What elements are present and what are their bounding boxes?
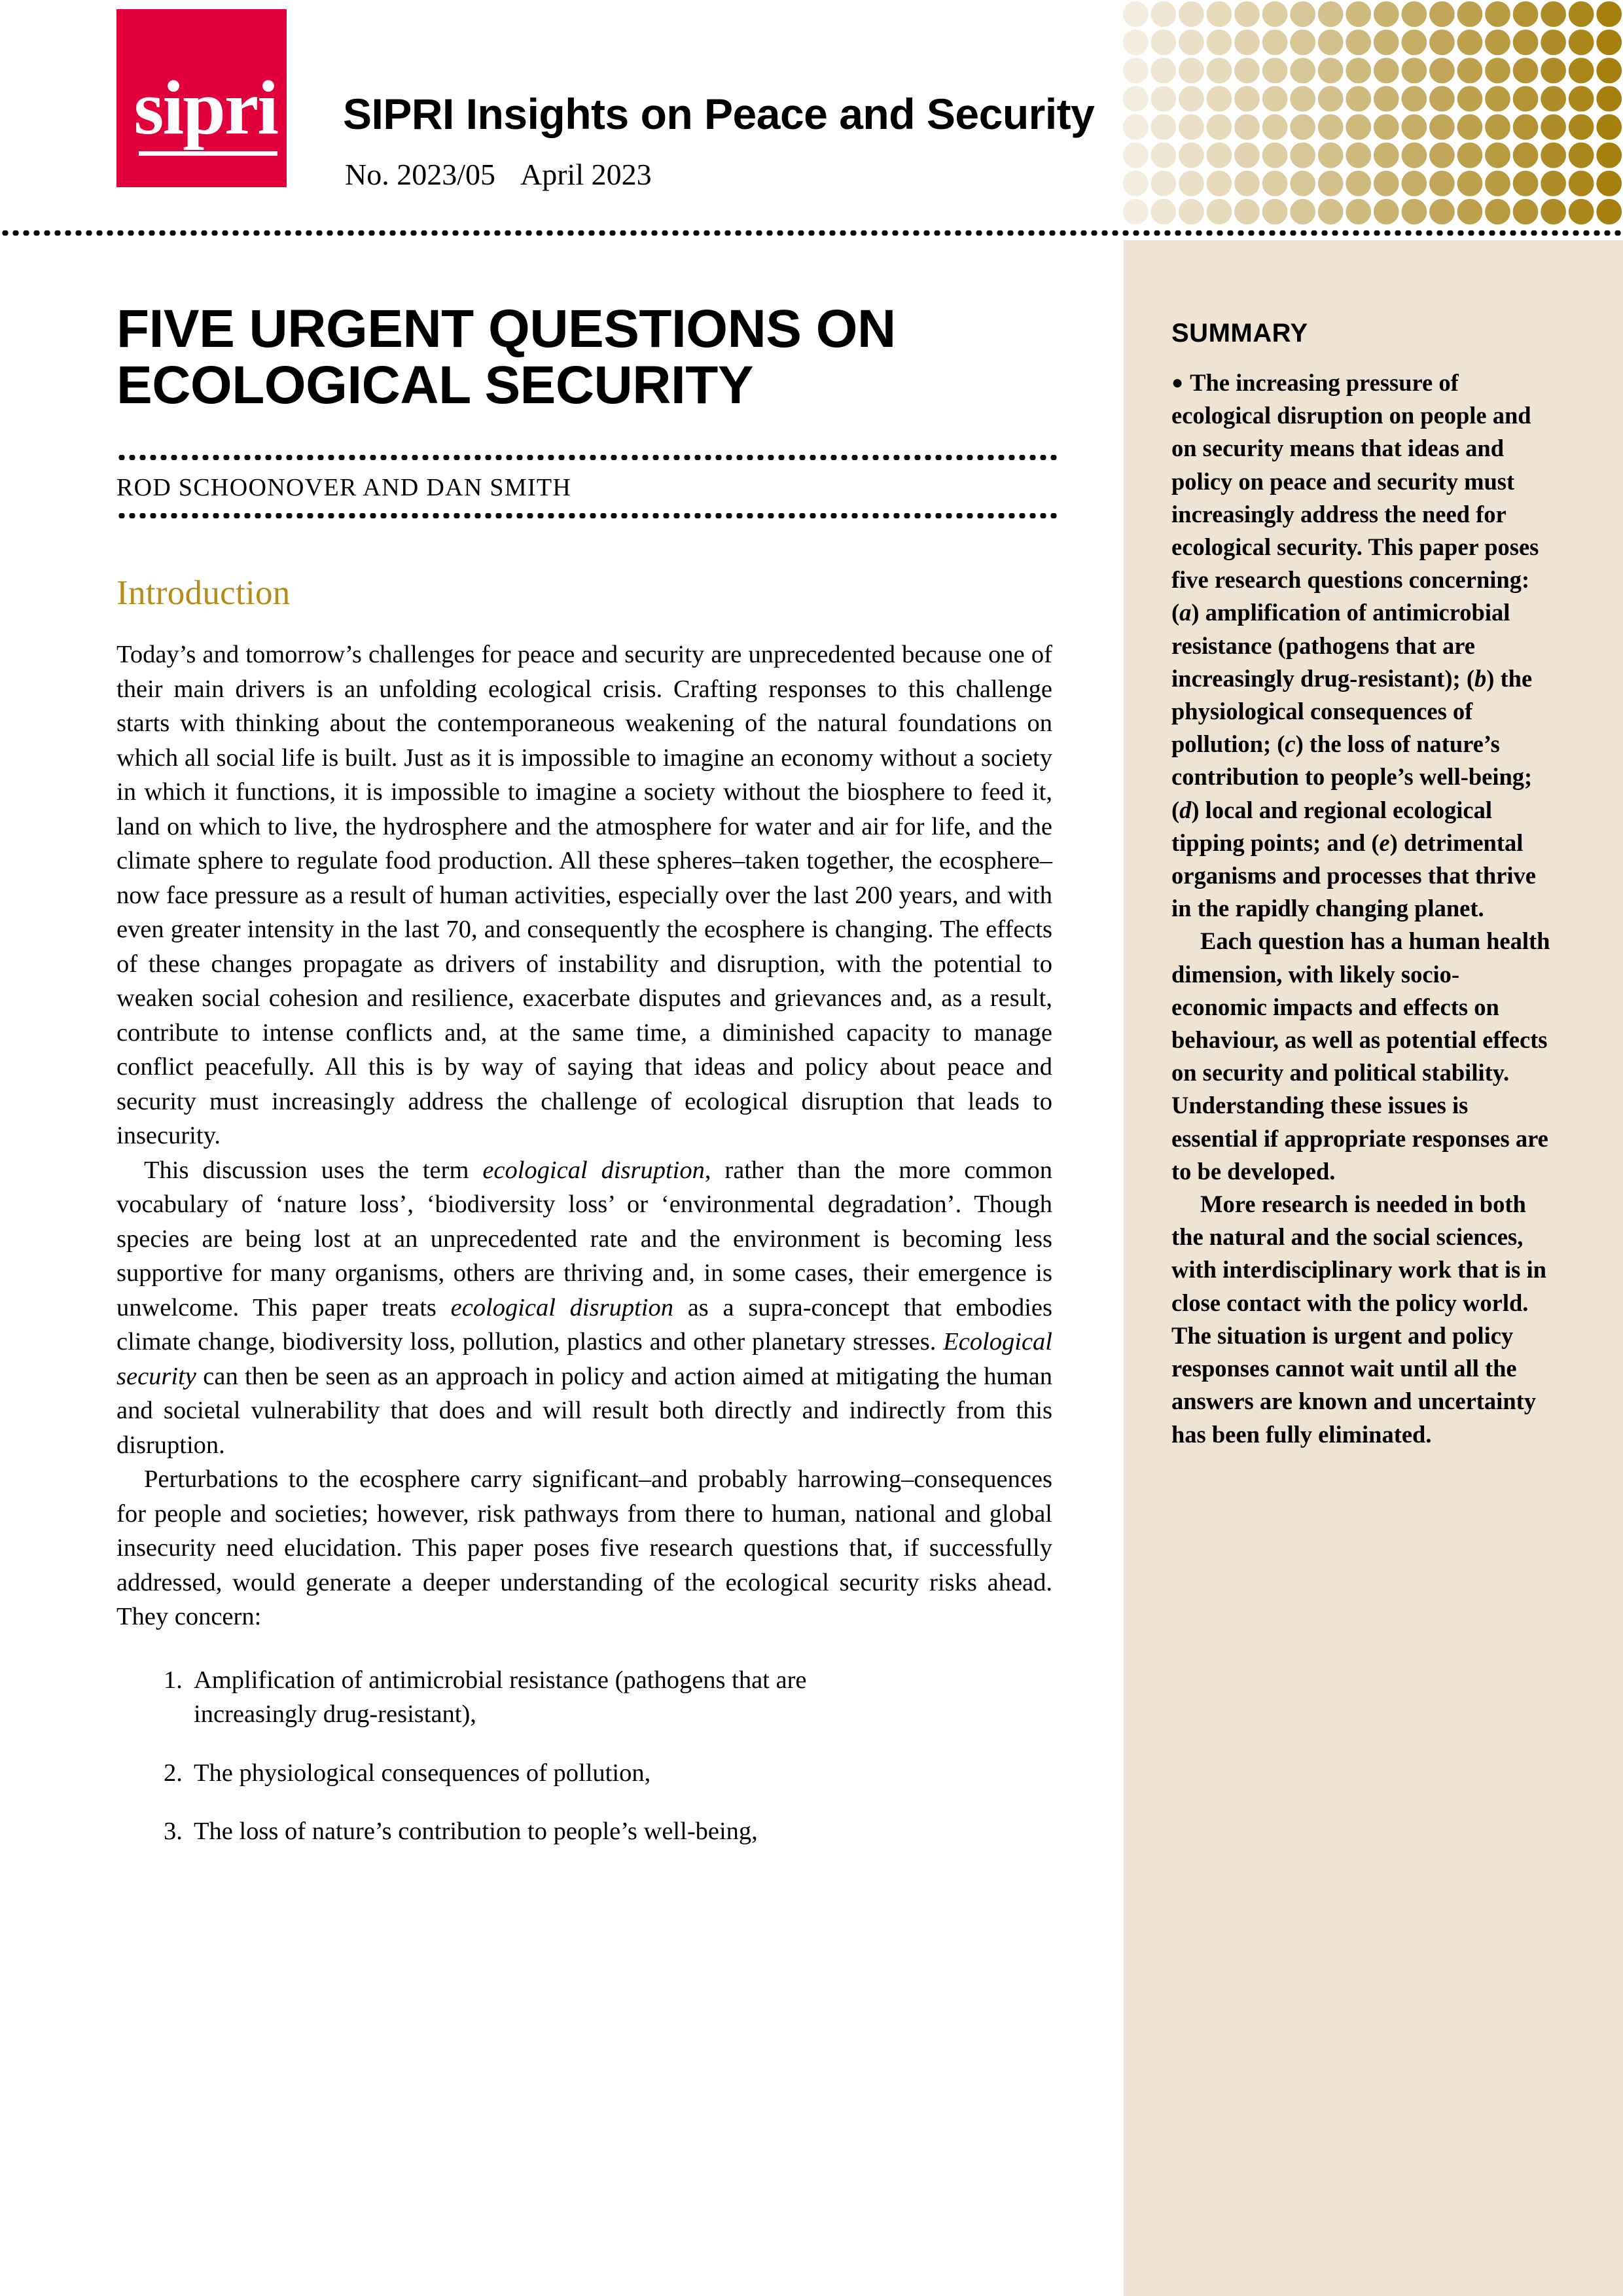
list-item-number: 1. — [164, 1666, 183, 1694]
summary-text-c: ) the loss of nature’s contribution to people’s well-being; ( — [1171, 730, 1533, 823]
byline-rule-bottom — [116, 513, 1059, 518]
article-body — [116, 301, 1052, 1873]
summary-marker-c: c — [1285, 730, 1296, 758]
masthead — [0, 0, 1623, 230]
list-item-label: Amplification of antimicrobial resistance (pathogens that are increasingly drug-resistant), — [194, 1666, 807, 1728]
byline-rule-top — [116, 455, 1059, 460]
byline-block — [116, 455, 1059, 518]
p2-part-b: , rather than the more common vocabulary of ‘nature loss’, ‘biodiversity loss’ or ‘environmental degradation’. Though species are being lost at an unprecedented rate and the environment is becoming less supportive for many organisms, others are thriving and, in some cases, their emergence is unwelcome. This paper treats — [116, 1156, 1052, 1321]
body-paragraph-2 — [116, 1153, 1052, 1463]
issue-line — [345, 157, 652, 192]
summary-marker-b: b — [1474, 664, 1487, 692]
list-item — [116, 1814, 935, 1849]
summary-body — [1171, 367, 1551, 1451]
summary-text-e: ) detrimental organisms and processes that thrive in the rapidly changing planet. — [1171, 829, 1536, 922]
summary-text-a: ) amplification of antimicrobial resistance (pathogens that are increasingly drug-resistant); ( — [1171, 599, 1510, 692]
header-dotted-rule — [0, 230, 1623, 236]
summary-p1-lead: The increasing pressure of ecological disruption on people and on security means that ideas and policy on peace and security must increasingly address the need for ecological security. This paper poses five research questions concerning: ( — [1171, 369, 1539, 626]
sipri-logo[interactable] — [116, 9, 287, 187]
term-ecological-disruption-1: ecological disruption — [482, 1156, 705, 1184]
list-item-label: The physiological consequences of pollution, — [194, 1759, 651, 1787]
list-item — [116, 1756, 935, 1791]
authors: ROD SCHOONOVER AND DAN SMITH — [116, 474, 572, 501]
summary-marker-e: e — [1379, 829, 1390, 856]
series-title: SIPRI Insights on Peace and Security — [343, 90, 1095, 138]
page-title: FIVE URGENT QUESTIONS ON ECOLOGICAL SECURITY — [116, 299, 896, 415]
sipri-logo-wordmark: sipri — [134, 65, 277, 151]
term-ecological-disruption-2: ecological disruption — [450, 1293, 673, 1321]
sipri-logo-underline — [139, 151, 277, 156]
summary-marker-a: a — [1179, 599, 1192, 626]
p2-part-d: can then be seen as an approach in policy and action aimed at mitigating the human and societal vulnerability that does and will result both directly and indirectly from this disruption. — [116, 1362, 1052, 1459]
summary-paragraph-1 — [1171, 367, 1551, 925]
summary-paragraph-3: More research is needed in both the natural and the social sciences, with interdisciplinary work that is in close contact with the policy world. The situation is urgent and policy responses cannot wait until all the answers are known and uncertainty has been fully eliminated. — [1171, 1191, 1546, 1448]
term-ecological-security: Ecological security — [116, 1328, 1052, 1390]
list-item — [116, 1663, 935, 1732]
summary-heading: SUMMARY — [1171, 319, 1308, 348]
section-heading-introduction: Introduction — [116, 574, 291, 612]
summary-bullet-icon: ● — [1171, 372, 1190, 393]
list-item-number: 2. — [164, 1759, 183, 1787]
body-paragraph-1: Today’s and tomorrow’s challenges for peace and security are unprecedented because one of their main drivers is an unfolding ecological crisis. Crafting responses to this challenge starts with thinking about the contemporaneous weakening of the natural foundations on which all social life is built. Just as it is impossible to imagine an economy without a society in which it functions, it is impossible to imagine a society without the biosphere to feed it, land on which to live, the hydrosphere and the atmosphere for water and air for life, and the climate sphere to regulate food production. All these spheres–taken together, the ecosphere–now face pressure as a result of human activities, especially over the last 200 years, and with even greater intensity in the last 70, and consequently the ecosphere is changing. The effects of these changes propagate as drivers of instability and disruption, with the potential to weaken social cohesion and resilience, exacerbate disputes and grievances and, as a result, contribute to intense conflicts and, at the same time, a diminished capacity to manage conflict peacefully. All this is by way of saying that ideas and policy about peace and security must increasingly address the challenge of ecological disruption that leads to insecurity. — [116, 641, 1052, 1149]
summary-text-d: ) local and regional ecological tipping points; and ( — [1171, 796, 1492, 856]
summary-paragraph-2: Each question has a human health dimension, with likely socio-economic impacts and effects on behaviour, as well as potential effects on security and political stability. Understanding these issues is essential if appropriate responses are to be developed. — [1171, 927, 1550, 1185]
summary-marker-d: d — [1179, 796, 1192, 823]
issue-date: April 2023 — [520, 158, 652, 191]
body-paragraph-3: Perturbations to the ecosphere carry significant–and probably harrowing–consequences for people and societies; however, risk pathways from there to human, national and global insecurity need elucidation. This paper poses five research questions that, if successfully addressed, would generate a deeper understanding of the ecological security risks ahead. They concern: — [116, 1465, 1052, 1630]
p2-part-c: as a supra-concept that embodies climate change, biodiversity loss, pollution, plastics and other planetary stresses. — [116, 1293, 1052, 1355]
list-item-number: 3. — [164, 1818, 183, 1845]
list-item-label: The loss of nature’s contribution to people’s well-being, — [194, 1818, 758, 1845]
summary-text-b: ) the physiological consequences of pollution; ( — [1171, 664, 1533, 758]
issue-number: No. 2023/05 — [345, 158, 495, 191]
introduction-text — [116, 637, 1052, 1634]
summary-sidebar — [1124, 240, 1623, 2296]
decorative-dot-grid — [1122, 0, 1623, 226]
research-question-list — [116, 1663, 935, 1849]
p2-part-a: This discussion uses the term — [144, 1156, 483, 1184]
